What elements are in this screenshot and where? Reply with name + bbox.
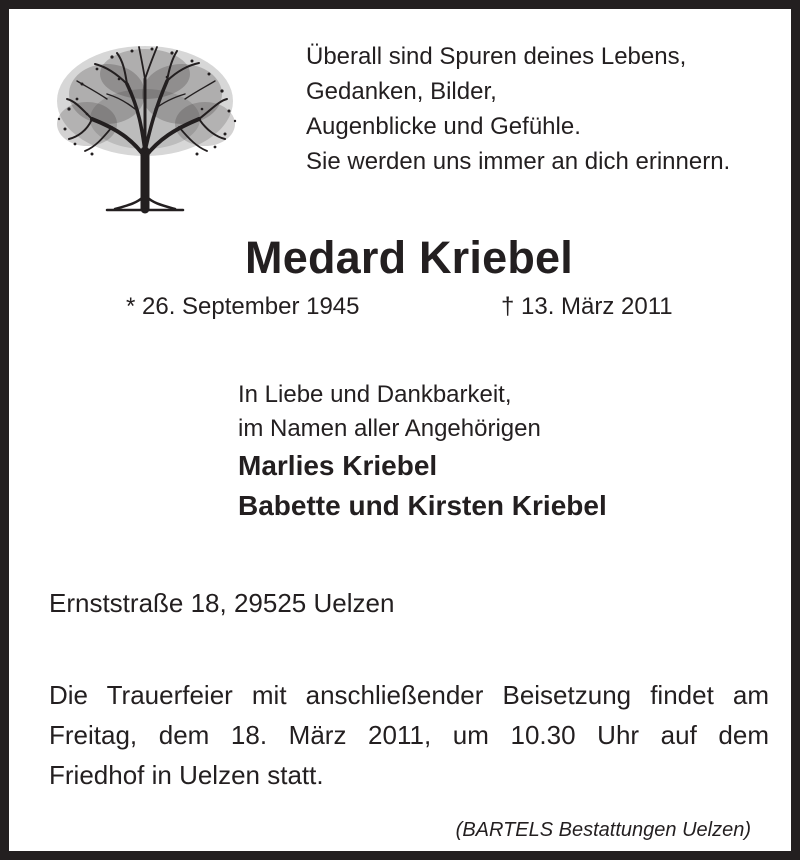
mourner-name: Marlies Kriebel [238, 450, 438, 481]
poem-line: Augenblicke und Gefühle. [306, 113, 581, 140]
poem [306, 39, 730, 179]
mourners-block [238, 378, 607, 526]
poem-line: Sie werden uns immer an dich erinnern. [306, 148, 731, 175]
birth-date: * 26. September 1945 [126, 293, 360, 320]
poem-line: Überall sind Spuren deines Lebens, [306, 43, 687, 70]
funeral-home: (BARTELS Bestattungen Uelzen) [455, 819, 751, 841]
deceased-name: Medard Kriebel [245, 232, 573, 283]
mourner-name: Babette und Kirsten Kriebel [238, 490, 607, 521]
service-line: Freitag, dem 18. März 2011, um 10.30 Uhr auf dem [49, 720, 769, 750]
death-date: † 13. März 2011 [501, 293, 673, 320]
service-notice [49, 675, 769, 795]
service-line: Die Trauerfeier mit anschließender Beisetzung findet am [49, 680, 769, 710]
service-line: Friedhof in Uelzen statt. [49, 760, 324, 790]
address: Ernststraße 18, 29525 Uelzen [49, 588, 395, 618]
mourners-intro: In Liebe und Dankbarkeit, [238, 381, 512, 408]
tree-icon [47, 39, 243, 215]
poem-line: Gedanken, Bilder, [306, 78, 497, 105]
mourners-intro: im Namen aller Angehörigen [238, 415, 541, 442]
